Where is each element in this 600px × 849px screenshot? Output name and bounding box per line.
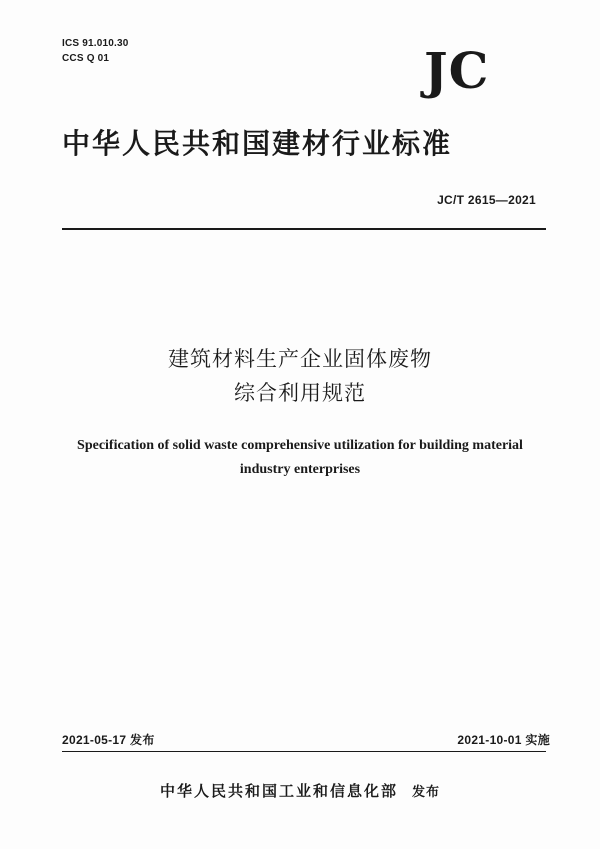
- jc-logo: JC: [424, 41, 490, 100]
- english-title-line-2: industry enterprises: [239, 462, 361, 477]
- ics-code: ICS 91.010.30: [62, 38, 129, 49]
- english-title-line-1: Specification of solid waste comprehensive utilization for building material: [77, 438, 523, 453]
- issuing-authority: [0, 780, 600, 801]
- chinese-title: [0, 342, 600, 410]
- issue-date: 2021-05-17 发布: [62, 733, 155, 747]
- footer-divider: [62, 751, 546, 752]
- english-title: [40, 434, 560, 482]
- chinese-title-line-1: 建筑材料生产企业固体废物: [168, 347, 432, 371]
- standard-series-title: 中华人民共和国建材行业标准: [62, 127, 453, 160]
- classification-codes: [62, 36, 129, 66]
- ccs-code: CCS Q 01: [62, 53, 110, 64]
- issuer-name: 中华人民共和国工业和信息化部: [159, 782, 398, 800]
- chinese-title-line-2: 综合利用规范: [234, 381, 366, 405]
- implementation-date: 2021-10-01 实施: [457, 733, 550, 747]
- issuer-suffix: 发布: [412, 785, 441, 800]
- standard-number: JC/T 2615—2021: [437, 193, 536, 207]
- header-divider: [62, 228, 546, 230]
